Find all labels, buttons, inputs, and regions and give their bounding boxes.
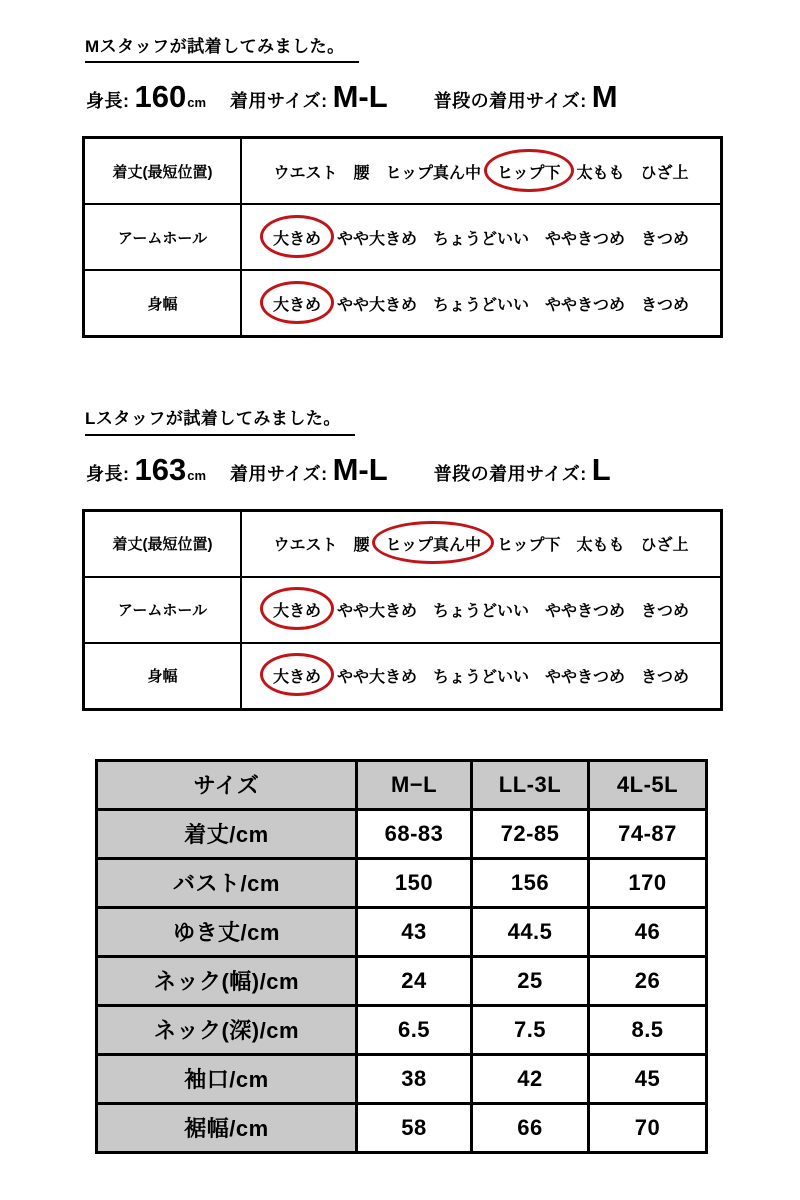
fit-option <box>545 598 625 621</box>
fit-option-label: ちょうどいい <box>432 296 529 314</box>
fit-option <box>577 160 625 183</box>
fit-option-selected <box>385 532 481 555</box>
staff-stat <box>86 452 206 494</box>
fit-option <box>353 532 369 555</box>
staff-stats-line <box>86 452 800 494</box>
fit-options <box>242 532 720 555</box>
fit-review-table-body <box>84 510 722 709</box>
fit-option <box>641 226 689 249</box>
stat-value: M-L <box>332 451 388 487</box>
fit-option-label: きつめ <box>641 603 690 620</box>
fit-option-label: 太もも <box>576 164 625 182</box>
fit-row <box>84 204 722 270</box>
size-header-size: M−L <box>357 760 472 809</box>
fit-options <box>242 598 720 621</box>
size-row-label: ネック(深)/cm <box>97 1005 357 1054</box>
size-value-cell: 72-85 <box>472 809 589 858</box>
size-row-label: 袖口/cm <box>97 1054 357 1103</box>
fit-option-label: ウエスト <box>273 537 338 554</box>
size-value-cell: 66 <box>472 1103 589 1152</box>
size-row-label: ネック(幅)/cm <box>97 956 357 1005</box>
fit-row <box>84 577 722 643</box>
fit-option-label: きつめ <box>641 296 690 314</box>
fit-options <box>242 160 720 183</box>
size-header-size: LL-3L <box>472 760 589 809</box>
size-value-cell: 8.5 <box>589 1005 707 1054</box>
size-value-cell: 68-83 <box>357 809 472 858</box>
size-value-cell: 43 <box>357 907 472 956</box>
fit-option <box>337 292 417 315</box>
size-value-cell: 25 <box>472 956 589 1005</box>
fit-option <box>337 598 417 621</box>
size-value-cell: 70 <box>589 1103 707 1152</box>
fit-options <box>242 292 720 315</box>
staff-stats-line <box>86 79 800 121</box>
fit-row-label: 身幅 <box>84 270 242 337</box>
fit-option <box>545 664 625 687</box>
fit-option-label: ヒップ真ん中 <box>385 537 481 554</box>
fit-option-label: やや大きめ <box>336 230 417 248</box>
size-row <box>97 1054 707 1103</box>
size-chart-header-row <box>97 760 707 809</box>
fit-option-label: ひざ上 <box>640 537 689 554</box>
fit-row <box>84 510 722 577</box>
fit-option-label: 太もも <box>576 537 625 554</box>
size-value-cell: 58 <box>357 1103 472 1152</box>
stat-label: 着用サイズ: <box>230 91 328 112</box>
size-row <box>97 907 707 956</box>
fit-option <box>273 532 337 555</box>
staff-stat <box>86 79 206 121</box>
fit-option-label: ヒップ下 <box>497 164 561 182</box>
fit-options-cell <box>241 204 722 270</box>
fit-option-label: ちょうどいい <box>432 230 529 248</box>
size-header-size: 4L-5L <box>589 760 707 809</box>
size-value-cell: 156 <box>472 858 589 907</box>
fit-option-label: きつめ <box>641 230 690 248</box>
fit-review-table <box>82 136 723 338</box>
fit-review-table <box>82 509 723 711</box>
staff-stat <box>434 452 611 492</box>
size-value-cell: 24 <box>357 956 472 1005</box>
fit-option-label: やや大きめ <box>336 669 417 686</box>
size-value-cell: 150 <box>357 858 472 907</box>
fit-option-label: ややきつめ <box>545 296 626 314</box>
fit-option <box>337 664 417 687</box>
fit-option <box>337 226 417 249</box>
stat-value: M <box>591 79 618 115</box>
stat-label: 普段の着用サイズ: <box>433 91 587 112</box>
size-value-cell: 74-87 <box>589 809 707 858</box>
fit-option-label: ちょうどいい <box>432 669 529 686</box>
size-value-cell: 46 <box>589 907 707 956</box>
fit-option-label: ちょうどいい <box>432 603 529 620</box>
size-value-cell: 45 <box>589 1054 707 1103</box>
fit-option-selected <box>273 598 321 621</box>
size-row <box>97 809 707 858</box>
fit-row-label: 着丈(最短位置) <box>84 510 242 577</box>
size-chart-table <box>95 759 708 1154</box>
fit-row-label: アームホール <box>84 204 242 270</box>
fit-row-label: 身幅 <box>84 643 242 710</box>
size-row-label: ゆき丈/cm <box>97 907 357 956</box>
fit-options-cell <box>241 270 722 337</box>
fit-options-cell <box>241 138 722 205</box>
fit-row <box>84 138 722 205</box>
size-header-label: サイズ <box>97 760 357 809</box>
fit-options-cell <box>241 643 722 710</box>
size-value-cell: 170 <box>589 858 707 907</box>
fit-option-selected <box>273 226 321 249</box>
fit-option-label: 腰 <box>353 537 370 554</box>
fit-section <box>0 36 800 338</box>
fit-review-table-body <box>84 138 722 337</box>
size-chart-body <box>97 809 707 1152</box>
size-value-cell: 42 <box>472 1054 589 1103</box>
size-row <box>97 1005 707 1054</box>
stat-value: M-L <box>332 79 388 115</box>
fit-option-label: やや大きめ <box>336 296 417 314</box>
size-value-cell: 38 <box>357 1054 472 1103</box>
fit-option <box>385 160 481 183</box>
fit-option-selected <box>497 160 561 183</box>
staff-stat <box>434 79 618 119</box>
fit-row-label: 着丈(最短位置) <box>84 138 242 205</box>
stat-label: 身長: <box>86 463 130 484</box>
size-value-cell: 7.5 <box>472 1005 589 1054</box>
fit-option <box>641 598 689 621</box>
stat-value: L <box>591 451 611 487</box>
fit-option <box>353 160 369 183</box>
fit-option <box>433 598 529 621</box>
fit-option <box>433 226 529 249</box>
fit-sections-container <box>0 36 800 711</box>
fit-option-label: 大きめ <box>272 230 321 248</box>
fit-option <box>433 664 529 687</box>
size-row-label: 裾幅/cm <box>97 1103 357 1152</box>
size-row-label: 着丈/cm <box>97 809 357 858</box>
size-value-cell: 44.5 <box>472 907 589 956</box>
section-heading: Lスタッフが試着してみました。 <box>85 408 355 435</box>
fit-row <box>84 643 722 710</box>
stat-value: 160 <box>134 79 187 115</box>
fit-option-label: やや大きめ <box>336 603 417 620</box>
section-heading: Mスタッフが試着してみました。 <box>85 36 359 63</box>
fit-option-selected <box>273 664 321 687</box>
fit-option <box>545 226 625 249</box>
stat-value: 163 <box>134 451 187 487</box>
fit-options <box>242 664 720 687</box>
fit-row-label: アームホール <box>84 577 242 643</box>
stat-label: 着用サイズ: <box>230 463 328 484</box>
fit-option-selected <box>273 292 321 315</box>
size-row <box>97 956 707 1005</box>
stat-label: 身長: <box>86 91 130 112</box>
fit-option <box>641 160 689 183</box>
fit-option-label: ややきつめ <box>545 603 626 620</box>
size-value-cell: 26 <box>589 956 707 1005</box>
fit-option <box>273 160 337 183</box>
size-value-cell: 6.5 <box>357 1005 472 1054</box>
fit-option <box>545 292 625 315</box>
stat-label: 普段の着用サイズ: <box>433 463 587 484</box>
fit-option-label: ヒップ真ん中 <box>385 164 481 182</box>
fit-option-label: ひざ上 <box>640 164 689 182</box>
stat-unit: cm <box>187 467 207 483</box>
fit-option-label: 大きめ <box>272 603 321 620</box>
fit-options <box>242 226 720 249</box>
fit-option-label: 腰 <box>353 164 370 182</box>
fit-option <box>433 292 529 315</box>
fit-option <box>641 664 689 687</box>
fit-row <box>84 270 722 337</box>
fit-section <box>0 408 800 710</box>
fit-option-label: ややきつめ <box>545 669 626 686</box>
size-row <box>97 1103 707 1152</box>
fit-option <box>641 292 689 315</box>
fit-option-label: 大きめ <box>272 669 321 686</box>
staff-stat <box>230 79 388 119</box>
staff-stat <box>230 452 388 492</box>
fit-option <box>577 532 625 555</box>
fit-option <box>497 532 561 555</box>
fit-option <box>641 532 689 555</box>
fit-option-label: ややきつめ <box>545 230 626 248</box>
fit-options-cell <box>241 510 722 577</box>
fit-options-cell <box>241 577 722 643</box>
fit-option-label: ヒップ下 <box>497 537 561 554</box>
size-row-label: バスト/cm <box>97 858 357 907</box>
fit-option-label: ウエスト <box>273 164 338 182</box>
size-row <box>97 858 707 907</box>
stat-unit: cm <box>187 95 207 111</box>
fit-option-label: 大きめ <box>272 296 321 314</box>
fit-option-label: きつめ <box>641 669 690 686</box>
